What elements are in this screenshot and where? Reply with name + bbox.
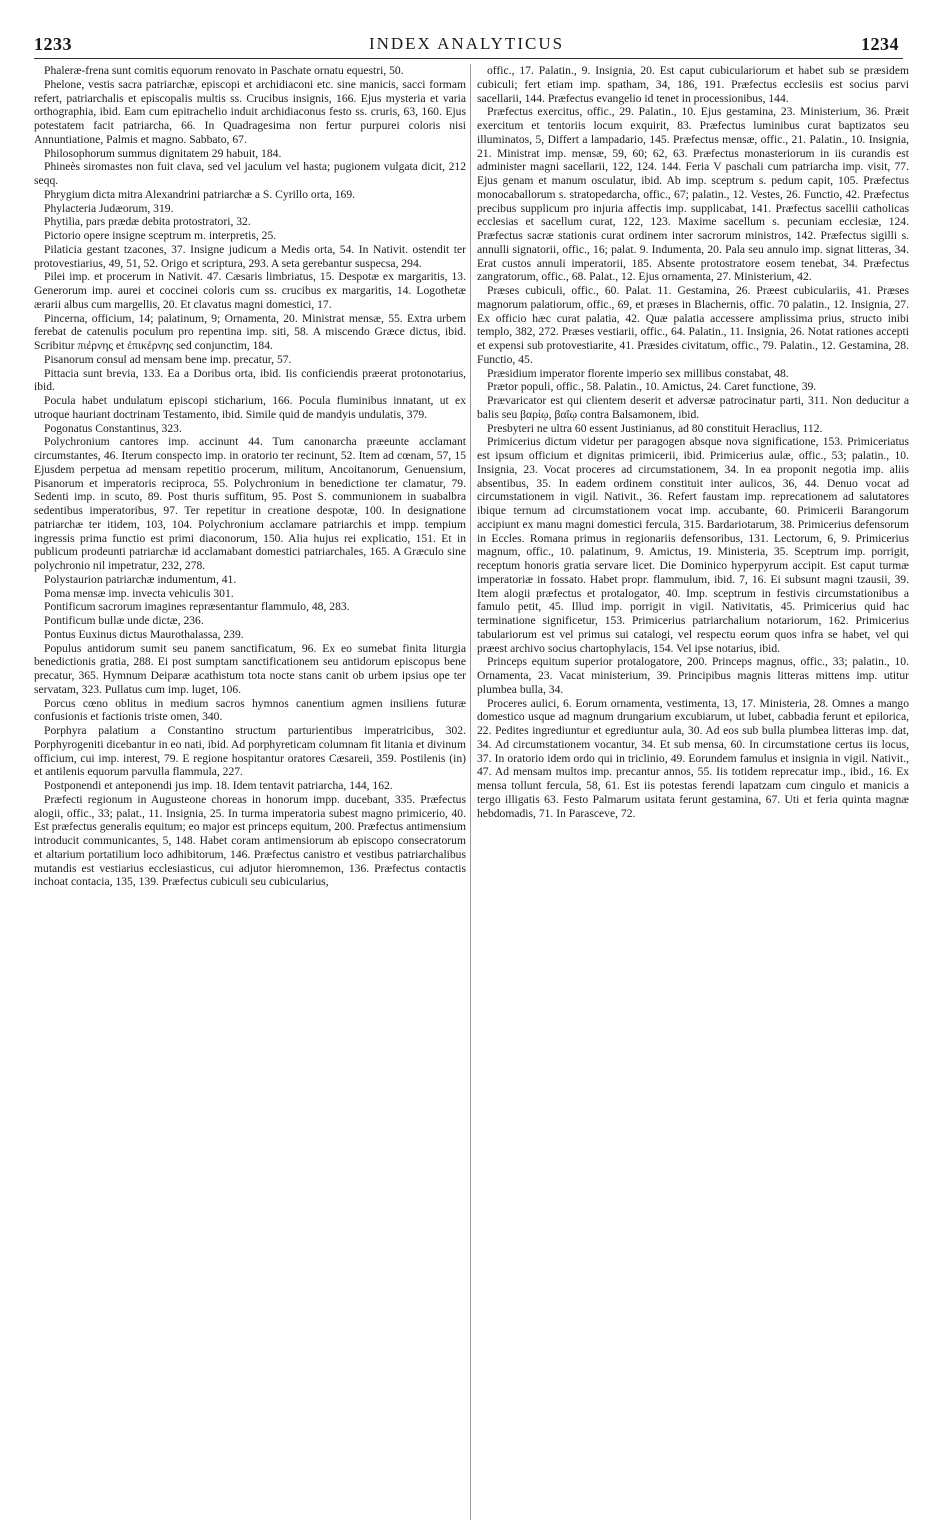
- index-entry: Prævaricator est qui clientem deserit et adversæ patrocinatur parti, 311. Non deducitur a balis seu βαρίῳ, βαΐῳ contra Balsamonem, ibid.: [477, 394, 909, 421]
- index-entry: Primicerius dictum videtur per paragogen absque nova significatione, 153. Primiceriatus est ipsum officium et dignitas primicerii, ibid. Primicerius aulæ, offic., 53; palatin., 10. Insignia, 23. Vocat proceres ad circumstationem, 34. In ea proponit negotia imp. aliis absentibus, 35. In eadem ordinem constituit inter aulicos, 36, 44. Denuo vocat ad circumstationem in vigil. Nativit., 36. Refert faustam imp. reprecationem ad salutatores ibique ternum ad circumstationem vocat imp. accubante, 60. Primicerii Barangorum accipiunt ex manu magni domestici fercula, 315. Bardariotarum, 38. Primicerius defensorum in Eccles. Romana primus in regionariis defensoribus, 131. Lectorum, 6, 9. Primicerius magnum, offic., 10. palatinum, 9. Amictus, 19. Ministeria, 35. Sceptrum imp. porrigit, receptum honoris gratia servare licet. Die Dominico hyperpyrum accipit. Est caput turmæ imperatoriæ in fossato. Habet propr. flammulum, ibid. 7, 16. Ei subsunt magni tzausii, 39. Item alogii præfectus et protalogator, 40. Imp. sceptrum in festivis circumstationibus a famulo petit, 45. Illud imp. porrigit in vigil. Nativitatis, 45. Primicerius quid hac terminatione significetur, 153. Primicerius patriarchalium notariorum, 162. Primicerius tabulariorum est vel primus sui catalogi, vel respectu eorum quos infra se habet, vel qui præest archivo socius chartophylacis, 154. Vel ipse notarius, ibid.: [477, 435, 909, 655]
- index-entry: Pocula habet undulatum episcopi sticharium, 166. Pocula fluminibus innatant, ut ex utroque hauriant doctrinam Testamento, ibid. Simile quid de mandyis undulatis, 379.: [34, 394, 466, 421]
- header-rule: [34, 58, 903, 59]
- index-entry: Pilaticia gestant tzacones, 37. Insigne judicum a Medis orta, 54. In Nativit. ostendit ter protovestiarius, 49, 51, 52. Origo et scriptura, 293. A seta gerebantur suspecsa, 294.: [34, 242, 466, 270]
- index-entry: Præfectus exercitus, offic., 29. Palatin., 10. Ejus gestamina, 23. Ministerium, 36. Præit exercitum et tentoriis locum exquirit, 83. Præfectus luminibus curat baptizatos seu illuminatos, 5, Differt a lampadario, 145. Præfectus mensæ, offic., 21. Palatin., 10. Insignia, 21. Ministrat imp. mensæ, 59, 60; 62, 63. Præfectus monasteriorum in iis curandis est administer magni sacellarii, 122, 124. 144. Feria V paschali cum patriarcha imp. visit, 77. Ejus genam et manum osculatur, ibid. Ab imp. sceptrum s. pedum capit, 105. Præfectus monocaballorum s. stratopedarcha, offic., 67; palatin., 12. Vestes, 26. Functio, 42. Præfectus precibus supplicum pro injuria affectis imp. supplicabat, 141. Præfectus sacellii catholicas ecclesias et sacellum curat, 122, 123. Maxime sacellum s. pecuniam ecclesiæ, 124. Præfectus sacræ stationis curat ordinem inter sacrorum ministros, 142. Præfectus sigilli s. annulli signatorii, offic., 16; palat. 9. Indumenta, 20. Pala seu annulo imp. signat litteras, 34. Erat custos annuli imperatorii, 185. Absente protostratore eosem tenebat, 34. Præfectus zangratorum, offic., 68. Palat., 12. Ejus ornamenta, 27. Ministerium, 42.: [477, 105, 909, 284]
- right-column: [477, 64, 909, 1526]
- index-entry: Proceres aulici, 6. Eorum ornamenta, vestimenta, 13, 17. Ministeria, 28. Omnes a mango domestico usque ad magnum drungarium excubiarum, ut lubet, cabbadia ferunt et epilorica, 22. Pedites ingrediuntur et egrediuntur aula, 30. Ad eos sub bulla plumbea litteras imp. dat, 34. Ad circumstationem vocantur, 34. Et sub mensa, 60. In circumstatione certus iis locus, 37. In oratorio idem ordo qui in triclinio, 49. Eorundem famulus et insignia in vigil. Nativit., 47. Ad mensam multos imp. precantur annos, 55. Iis totidem reprecatur imp., ibid., 16. Ex mensa tollunt fercula, 58, 61. Est iis potestas ferendi lapatzam cum cingulo et manicis a tergo illigatis 63. Festo Palmarum usitata ferunt gestamina, 67. Uti et feria quinta magnæ hebdomadis, 71. In Parasceve, 72.: [477, 696, 909, 820]
- index-entry: Pilei imp. et procerum in Nativit. 47. Cæsaris limbriatus, 15. Despotæ ex margaritis, 13. Generorum imp. aurei et coccinei coloris cum ss. crucibus ex margaritis, 14. Logothetæ ærarii albus cum margellis, 20. Et clavatus magni domestici, 17.: [34, 270, 466, 311]
- left-column: [34, 64, 466, 1526]
- index-entry: Phelone, vestis sacra patriarchæ, episcopi et archidiaconi etc. sine manicis, sacci formam refert, patriarchalis et episcopalis multis ss. Crucibus insignis, 166. Ejus mysteria et varia orthographia, ibid. Eam cum epitrachelio induit archidiaconus festo ss. cruris, 63, 160. Ejus potestatem facit patriarcha, 66. In Quadragesima non fertur purpurei coloris nisi Annuntiatione, Palmis et magno. Sabbato, 67.: [34, 77, 466, 146]
- index-entry: Phylacteria Judæorum, 319.: [44, 201, 174, 215]
- running-title: INDEX ANALYTICUS: [368, 34, 565, 53]
- index-entry: Poma mensæ imp. invecta vehiculis 301.: [44, 586, 234, 600]
- index-entry: Præsidium imperator florente imperio sex millibus constabat, 48.: [487, 366, 789, 380]
- index-entry: Pogonatus Constantinus, 323.: [44, 421, 182, 435]
- index-entry: Philosophorum summus dignitatem 29 habuit, 184.: [44, 146, 282, 160]
- index-entry: Prætor populi, offic., 58. Palatin., 10. Amictus, 24. Caret functione, 39.: [487, 380, 817, 394]
- page-header: [30, 34, 903, 56]
- index-entry: offic., 17. Palatin., 9. Insignia, 20. Est caput cubiculariorum et habet sub se præsidem cubiculi; fert etiam imp. spatham, 34, 186, 191. Præfectus ecclesiis est socius parvi sacellarii, 144. Præfectus evangelio id tenet in processionibus, 144.: [477, 64, 909, 105]
- index-entry: Pincerna, officium, 14; palatinum, 9; Ornamenta, 20. Ministrat mensæ, 55. Extra urbem ferebat de catenulis poculum pro repentina imp. siti, 58. A miscendo Græce dictus, ibid. Scribitur πιέρνης et ἐπικέρνης sed conjunctim, 184.: [34, 311, 466, 352]
- index-entry: Pontificum sacrorum imagines repræsentantur flammulo, 48, 283.: [44, 600, 350, 614]
- index-entry: Postponendi et anteponendi jus imp. 18. Idem tentavit patriarcha, 144, 162.: [44, 779, 393, 792]
- index-entry: Porcus cœno oblitus in medium sacros hymnos canentium agmen insiliens futuræ confusionis et factionis triste omen, 340.: [34, 696, 466, 724]
- index-entry: Populus antidorum sumit seu panem sanctificatum, 96. Ex eo sumebat finita liturgia benedictionis gratia, 288. Ei post sumptam sanctificationem seu antidorum episcopus bene precatur, 365. Hymnum Deiparæ acathistum tota nocte stans canit ob urbem ipsius ope ter servatam, 323. Pullatus cum imp. luget, 106.: [34, 641, 466, 696]
- index-entry: Pictorio opere insigne sceptrum m. interpretis, 25.: [44, 229, 277, 242]
- index-entry: Pontificum bullæ unde dictæ, 236.: [44, 614, 204, 627]
- index-entry: Porphyra palatium a Constantino structum parturientibus imperatricibus, 302. Porphyrogeniti dicebantur in eo nati, ibid. Ad porphyreticam columnam fit litania et divinum officium, cui imp. interest, 79. E regione hospitantur oratores Cæsareii, 359. Postilenis (in) et antilenis equorum parvulla flammula, 227.: [34, 724, 466, 779]
- index-entry: Presbyteri ne ultra 60 essent Justinianus, ad 80 constituit Heraclius, 112.: [487, 421, 823, 435]
- index-entry: Phaleræ-frena sunt comitis equorum renovato in Paschate ornatu equestri, 50.: [44, 64, 404, 77]
- column-divider: [470, 64, 471, 1520]
- index-entry: Phytilia, pars prædæ debita protostratori, 32.: [44, 215, 251, 229]
- index-entry: Phineès siromastes non fuit clava, sed vel jaculum vel hasta; pugionem vulgata dicit, 212 seqq.: [34, 160, 466, 187]
- index-entry: Phrygium dicta mitra Alexandrini patriarchæ a S. Cyrillo orta, 169.: [44, 187, 356, 201]
- index-entry: Princeps equitum superior protalogatore, 200. Princeps magnus, offic., 33; palatin., 10. Ornamenta, 23. Vacat ministerium, 39. Principibus magnis litteras mittens imp. utitur plumbea bulla, 34.: [477, 655, 909, 696]
- index-entry: Pittacia sunt brevia, 133. Ea a Doribus orta, ibid. Iis conficiendis præerat protonotarius, ibid.: [34, 366, 466, 394]
- left-page-number: 1233: [34, 34, 72, 54]
- index-entry: Polystaurion patriarchæ indumentum, 41.: [44, 572, 237, 586]
- right-page-number: 1234: [861, 34, 899, 54]
- index-entry: Pisanorum consul ad mensam bene imp. precatur, 57.: [44, 352, 292, 366]
- index-entry: Præses cubiculi, offic., 60. Palat. 11. Gestamina, 26. Præest cubiculariis, 41. Præses magnorum palatiorum, offic., 69, et præses in Blachernis, offic. 70 palatin., 12. Insignia, 27. Ex officio hæc curat palatia, 42. Quæ palatia accessere amplissima prius, structo inibi templo, 382, 272. Præses vestiarii, offic., 64. Palatin., 11. Insignia, 26. Notat rationes accepti et expensi sub protovestiarite, 41. Præsides civitatum, offic., 79. Palatin., 12. Gestamina, 28. Functio, 45.: [477, 284, 909, 366]
- index-entry: Præfecti regionum in Augusteone choreas in honorum impp. ducebant, 335. Præfectus alogii, offic., 33; palat., 11. Insignia, 25. In turma imperatoria subest magno primicerio, 40. Est præfectus generalis equitum; eo major est princeps equitum, 200. Præfectus antimensium introducit communicantes, 5, 148. Habet coram antimensiorum ab episcopo consecratorum et altarium portatilium loco adhibitorum, 146. Præfectus canistro et vestibus patriarchalibus mutandis est vestiarius ecclesiasticus, cui adjutor hieromnemon, 136. Præfectus contactis inchoat contacia, 135, 139. Præfectus cubiculi seu cubicularius,: [34, 792, 466, 889]
- index-entry: Pontus Euxinus dictus Maurothalassa, 239.: [44, 627, 244, 641]
- index-entry: Polychronium cantores imp. accinunt 44. Tum canonarcha præeunte acclamant circumstantes, 46. Iterum conspecto imp. in oratorio ter recinunt, 52. Item ad cœnam, 57, 15 Ejusdem perpetua ad mensam repetitio procerum, militum, Ancoitanorum, Genuensium, Pisanorum et imperatoris reciproca, 55. Polychronium in benedictione ter clamatur, 79. Sedenti imp. in scuto, 89. Post thuris suffitum, 95. Post S. communionem in suabalbra sedentibus imperatoribus, 97. Ter repetitur in creatione despotæ, 100. In designatione patriarchæ ter itidem, 103, 104. Polychronium acclamare patriarchis et impp. tempium ingressis prima functio est primi diaconorum, 150. Alia hujus rei explicatio, 151. Et in publicum prodeunti patriarchæ id acclamabant domestici patriarchales, 165. A Græculo sine polychronio nil impetratur, 232, 278.: [34, 435, 466, 572]
